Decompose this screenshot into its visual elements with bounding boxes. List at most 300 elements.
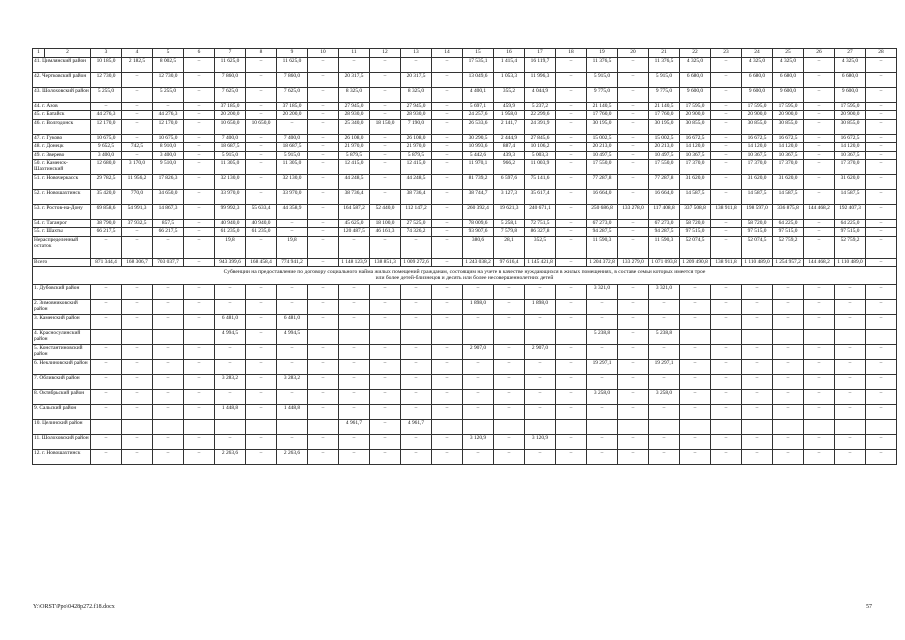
value-cell: – xyxy=(866,119,897,134)
table-row xyxy=(33,103,897,111)
table-row xyxy=(33,88,897,103)
value-cell: 966,2 xyxy=(494,159,525,174)
value-cell: – xyxy=(184,88,215,103)
value-cell: 7 400,0 xyxy=(215,134,246,142)
value-cell xyxy=(122,419,153,434)
value-cell xyxy=(494,419,525,434)
value-cell: 4 994,5 xyxy=(277,329,308,344)
value-cell: – xyxy=(835,359,866,374)
value-cell: – xyxy=(122,299,153,314)
value-cell: 17 760,0 xyxy=(587,111,618,119)
table-row xyxy=(33,143,897,151)
value-cell: 2 907,0 xyxy=(525,344,556,359)
value-cell: – xyxy=(91,299,122,314)
value-cell: 168 306,7 xyxy=(122,258,153,266)
row-label xyxy=(33,434,91,449)
value-cell: – xyxy=(215,344,246,359)
value-cell: – xyxy=(308,151,339,159)
municipality-name: г. Волгодонск xyxy=(42,119,74,126)
value-cell: – xyxy=(866,174,897,189)
value-cell: – xyxy=(556,404,587,419)
value-cell: – xyxy=(308,119,339,134)
value-cell: – xyxy=(804,189,835,204)
value-cell: 69 858,6 xyxy=(91,204,122,219)
value-cell: – xyxy=(618,344,649,359)
value-cell: 380,6 xyxy=(463,236,494,258)
value-cell: 12 170,0 xyxy=(153,119,184,134)
municipality-name: г. Новошахтинск xyxy=(42,189,81,196)
value-cell: – xyxy=(618,299,649,314)
value-cell: – xyxy=(773,449,804,464)
value-cell xyxy=(463,419,494,434)
value-cell: 355,2 xyxy=(494,88,525,103)
value-cell: – xyxy=(339,58,370,73)
value-cell: – xyxy=(184,111,215,119)
value-cell: – xyxy=(711,314,742,329)
row-label xyxy=(33,404,91,419)
value-cell: – xyxy=(556,219,587,227)
value-cell: 4 994,5 xyxy=(215,329,246,344)
value-cell: – xyxy=(339,449,370,464)
value-cell: 14 120,0 xyxy=(773,143,804,151)
value-cell: – xyxy=(711,434,742,449)
value-cell: 4 325,0 xyxy=(835,58,866,73)
value-cell: 198 597,0 xyxy=(742,204,773,219)
value-cell: – xyxy=(866,189,897,204)
value-cell: – xyxy=(556,228,587,236)
value-cell: – xyxy=(463,284,494,299)
row-number: 41. xyxy=(34,58,41,64)
value-cell: – xyxy=(494,314,525,329)
value-cell: – xyxy=(401,449,432,464)
row-label xyxy=(33,58,91,73)
row-label xyxy=(33,374,91,389)
value-cell: 5 915,0 xyxy=(649,73,680,88)
value-cell: 35 617,4 xyxy=(525,189,556,204)
value-cell: – xyxy=(804,103,835,111)
value-cell: – xyxy=(494,449,525,464)
row-number: 5. xyxy=(34,344,39,351)
value-cell: 8 910,0 xyxy=(153,143,184,151)
value-cell: 770,0 xyxy=(122,189,153,204)
value-cell: – xyxy=(804,73,835,88)
value-cell: – xyxy=(680,434,711,449)
municipality-name: Каменский район xyxy=(39,314,80,321)
value-cell: – xyxy=(556,204,587,219)
value-cell: – xyxy=(184,284,215,299)
value-cell: 4 044,9 xyxy=(525,88,556,103)
value-cell: 2 263,6 xyxy=(277,449,308,464)
value-cell: 33 970,0 xyxy=(215,189,246,204)
row-number: 43. xyxy=(34,88,41,94)
value-cell: 20 317,5 xyxy=(401,73,432,88)
value-cell: 77 287,8 xyxy=(587,174,618,189)
value-cell: – xyxy=(184,143,215,151)
value-cell: 24 257,6 xyxy=(463,111,494,119)
value-cell: 20 900,0 xyxy=(742,111,773,119)
value-cell: 9 652,5 xyxy=(91,143,122,151)
value-cell: 20 200,0 xyxy=(277,111,308,119)
value-cell: 35 420,0 xyxy=(91,189,122,204)
value-cell: – xyxy=(308,111,339,119)
row-label xyxy=(33,314,91,329)
row-number: 45. xyxy=(34,111,41,118)
value-cell: – xyxy=(339,374,370,389)
value-cell: – xyxy=(618,314,649,329)
value-cell: 31 620,0 xyxy=(680,174,711,189)
value-cell: 81 739,2 xyxy=(463,174,494,189)
value-cell: 7 400,0 xyxy=(277,134,308,142)
value-cell: 112 147,2 xyxy=(401,204,432,219)
municipality-name: г. Ростов-на-Дону xyxy=(42,204,83,211)
value-cell: – xyxy=(277,119,308,134)
value-cell: – xyxy=(401,359,432,374)
value-cell: – xyxy=(556,174,587,189)
value-cell: 5 258,1 xyxy=(494,219,525,227)
value-cell: 17 370,0 xyxy=(773,159,804,174)
value-cell: 1 209 490,8 xyxy=(680,258,711,266)
value-cell: 11 996,3 xyxy=(525,73,556,88)
value-cell: – xyxy=(153,374,184,389)
value-cell: – xyxy=(246,299,277,314)
column-number: 19 xyxy=(587,49,618,58)
value-cell: – xyxy=(277,299,308,314)
value-cell: – xyxy=(401,314,432,329)
value-cell: – xyxy=(401,344,432,359)
value-cell: – xyxy=(680,359,711,374)
value-cell: – xyxy=(866,73,897,88)
value-cell: 16 672,5 xyxy=(680,134,711,142)
value-cell: 7 190,0 xyxy=(401,119,432,134)
value-cell: 1 110 489,0 xyxy=(742,258,773,266)
value-cell: 16 664,0 xyxy=(649,189,680,204)
value-cell: – xyxy=(401,299,432,314)
value-cell: 31 620,0 xyxy=(742,174,773,189)
value-cell: – xyxy=(370,404,401,419)
value-cell: – xyxy=(711,119,742,134)
value-cell: 10 650,0 xyxy=(215,119,246,134)
value-cell: – xyxy=(246,111,277,119)
value-cell: – xyxy=(432,449,463,464)
value-cell: 10 106,2 xyxy=(525,143,556,151)
value-cell: 27 845,6 xyxy=(525,134,556,142)
value-cell: – xyxy=(246,236,277,258)
row-number: 52. xyxy=(34,189,41,196)
value-cell: – xyxy=(618,88,649,103)
value-cell: – xyxy=(184,434,215,449)
value-cell: – xyxy=(494,434,525,449)
municipality-name: Зимовниковский район xyxy=(34,299,78,312)
value-cell: – xyxy=(122,73,153,88)
row-label xyxy=(33,389,91,404)
value-cell: 20 213,0 xyxy=(649,143,680,151)
value-cell: – xyxy=(184,134,215,142)
value-cell: – xyxy=(370,374,401,389)
value-cell: 66 217,5 xyxy=(153,228,184,236)
value-cell: – xyxy=(432,174,463,189)
value-cell: – xyxy=(91,344,122,359)
value-cell: – xyxy=(308,159,339,174)
value-cell: 21 970,0 xyxy=(401,143,432,151)
value-cell: – xyxy=(742,299,773,314)
value-cell: – xyxy=(711,449,742,464)
value-cell: – xyxy=(866,284,897,299)
value-cell: 30 855,0 xyxy=(680,119,711,134)
value-cell: – xyxy=(246,58,277,73)
value-cell: – xyxy=(463,449,494,464)
row-number: 10. xyxy=(34,419,41,426)
value-cell: 97 616,4 xyxy=(494,258,525,266)
row-number: 53. xyxy=(34,204,41,211)
value-cell: – xyxy=(742,434,773,449)
value-cell: – xyxy=(370,73,401,88)
page-number: 57 xyxy=(866,604,872,610)
value-cell: 14 120,0 xyxy=(835,143,866,151)
value-cell: 38 736,4 xyxy=(401,189,432,204)
value-cell: – xyxy=(122,134,153,142)
value-cell: – xyxy=(680,389,711,404)
value-cell: – xyxy=(184,344,215,359)
value-cell: 30 855,0 xyxy=(742,119,773,134)
value-cell: 18 100,0 xyxy=(370,219,401,227)
value-cell: 30 855,0 xyxy=(773,119,804,134)
value-cell: – xyxy=(370,434,401,449)
value-cell: – xyxy=(308,314,339,329)
value-cell: 11 376,5 xyxy=(649,58,680,73)
column-number: 26 xyxy=(804,49,835,58)
value-cell xyxy=(432,329,463,344)
value-cell: – xyxy=(463,374,494,389)
value-cell: – xyxy=(742,359,773,374)
value-cell: – xyxy=(773,374,804,389)
value-cell: 3 283,2 xyxy=(215,374,246,389)
value-cell: – xyxy=(432,151,463,159)
value-cell: – xyxy=(742,344,773,359)
value-cell: – xyxy=(91,236,122,258)
value-cell: – xyxy=(370,134,401,142)
value-cell: 38 790,0 xyxy=(91,219,122,227)
value-cell: 3 258,0 xyxy=(587,389,618,404)
municipality-name: Цимлянский район xyxy=(42,58,87,64)
value-cell: – xyxy=(91,434,122,449)
value-cell: – xyxy=(184,236,215,258)
value-cell: – xyxy=(432,258,463,266)
value-cell: 9 775,0 xyxy=(649,88,680,103)
column-number: 10 xyxy=(308,49,339,58)
value-cell: 6 680,0 xyxy=(680,73,711,88)
value-cell: 5 879,5 xyxy=(339,151,370,159)
value-cell: 17 595,0 xyxy=(680,103,711,111)
value-cell: 9 510,0 xyxy=(153,159,184,174)
row-label xyxy=(33,151,91,159)
value-cell: – xyxy=(525,449,556,464)
value-cell: 17 550,0 xyxy=(649,159,680,174)
value-cell: 11 376,5 xyxy=(587,58,618,73)
value-cell: 4 961,7 xyxy=(339,419,370,434)
value-cell: 11 590,3 xyxy=(587,236,618,258)
municipality-name: г. Таганрог xyxy=(42,219,68,226)
value-cell: – xyxy=(339,299,370,314)
value-cell: – xyxy=(246,404,277,419)
value-cell: – xyxy=(804,299,835,314)
value-cell: 14 867,3 xyxy=(153,204,184,219)
row-label xyxy=(33,119,91,134)
value-cell: 15 002,5 xyxy=(587,134,618,142)
value-cell: – xyxy=(773,359,804,374)
value-cell: – xyxy=(184,159,215,174)
value-cell: – xyxy=(556,374,587,389)
value-cell: – xyxy=(804,143,835,151)
municipality-name: г. Новошахтинск xyxy=(42,449,81,456)
value-cell: – xyxy=(525,389,556,404)
value-cell: – xyxy=(494,299,525,314)
value-cell: – xyxy=(246,359,277,374)
value-cell: 44 248,5 xyxy=(339,174,370,189)
value-cell: 1 448,8 xyxy=(215,404,246,419)
value-cell: 14 120,0 xyxy=(680,143,711,151)
value-cell: – xyxy=(556,258,587,266)
value-cell: – xyxy=(122,119,153,134)
value-cell: 46 161,3 xyxy=(370,228,401,236)
value-cell: 459,9 xyxy=(494,103,525,111)
value-cell: 11 305,0 xyxy=(215,159,246,174)
value-cell xyxy=(122,329,153,344)
value-cell: – xyxy=(525,284,556,299)
value-cell: 12 415,0 xyxy=(339,159,370,174)
value-cell: – xyxy=(246,344,277,359)
value-cell: 10 367,5 xyxy=(742,151,773,159)
value-cell: – xyxy=(835,314,866,329)
value-cell: – xyxy=(680,344,711,359)
value-cell: 30 855,0 xyxy=(835,119,866,134)
value-cell: – xyxy=(866,258,897,266)
value-cell xyxy=(525,329,556,344)
value-cell: – xyxy=(122,236,153,258)
value-cell: – xyxy=(122,359,153,374)
value-cell: – xyxy=(618,219,649,227)
value-cell: 26 108,0 xyxy=(401,134,432,142)
value-cell xyxy=(525,419,556,434)
value-cell: – xyxy=(308,228,339,236)
column-number: 9 xyxy=(277,49,308,58)
value-cell: 3 321,0 xyxy=(587,284,618,299)
value-cell: 61 235,0 xyxy=(246,228,277,236)
value-cell: 5 697,1 xyxy=(463,103,494,111)
value-cell: – xyxy=(773,434,804,449)
value-cell: – xyxy=(339,284,370,299)
value-cell: – xyxy=(649,299,680,314)
value-cell: 94 287,5 xyxy=(649,228,680,236)
value-cell: 38 736,4 xyxy=(339,189,370,204)
column-number: 5 xyxy=(153,49,184,58)
value-cell: – xyxy=(308,103,339,111)
value-cell: – xyxy=(773,299,804,314)
value-cell: – xyxy=(339,404,370,419)
value-cell: – xyxy=(556,73,587,88)
value-cell: – xyxy=(618,134,649,142)
value-cell: – xyxy=(184,73,215,88)
value-cell: 12 730,0 xyxy=(91,73,122,88)
value-cell: – xyxy=(432,111,463,119)
value-cell: – xyxy=(277,344,308,359)
table-row xyxy=(33,449,897,464)
row-label xyxy=(33,228,91,236)
row-number: 47. xyxy=(34,134,41,141)
value-cell: – xyxy=(122,88,153,103)
table-row xyxy=(33,228,897,236)
value-cell: – xyxy=(432,404,463,419)
value-cell xyxy=(866,329,897,344)
row-number: 11. xyxy=(34,434,41,441)
value-cell: – xyxy=(618,228,649,236)
subvention-table xyxy=(32,48,897,465)
value-cell: 17 595,0 xyxy=(835,103,866,111)
value-cell: – xyxy=(556,143,587,151)
row-number: 6. xyxy=(34,359,39,366)
section-title: Субвенции на предоставление по договору социального найма жилых помещений гражданам, состоящим на учете в качестве нуждающихся в жилых помещениях, в составе семьи которых имеется трое или более детей-близнецов и десять или более несовершеннолетних детей xyxy=(33,267,897,284)
value-cell: 11 003,9 xyxy=(525,159,556,174)
value-cell: 1 110 489,0 xyxy=(835,258,866,266)
row-number: 44. xyxy=(34,103,41,109)
value-cell: – xyxy=(556,284,587,299)
value-cell: – xyxy=(711,389,742,404)
municipality-name: г. Каменск-Шахтинский xyxy=(34,159,68,173)
row-label xyxy=(33,111,91,119)
value-cell: – xyxy=(308,88,339,103)
column-number: 25 xyxy=(773,49,804,58)
value-cell: – xyxy=(91,389,122,404)
value-cell: 17 595,0 xyxy=(773,103,804,111)
value-cell: – xyxy=(618,359,649,374)
column-number: 20 xyxy=(618,49,649,58)
row-number: 9. xyxy=(34,404,39,411)
value-cell: – xyxy=(804,284,835,299)
row-label xyxy=(33,174,91,189)
value-cell: – xyxy=(122,404,153,419)
value-cell: – xyxy=(308,236,339,258)
value-cell xyxy=(711,329,742,344)
value-cell xyxy=(308,329,339,344)
value-cell: 37 185,0 xyxy=(277,103,308,111)
value-cell: – xyxy=(773,344,804,359)
value-cell: 21 140,5 xyxy=(587,103,618,111)
value-cell: 192 407,3 xyxy=(835,204,866,219)
value-cell: – xyxy=(525,359,556,374)
value-cell xyxy=(494,329,525,344)
value-cell: – xyxy=(339,359,370,374)
value-cell: – xyxy=(463,359,494,374)
value-cell: 37 932,5 xyxy=(122,219,153,227)
value-cell: 11 625,0 xyxy=(215,58,246,73)
column-number: 2 xyxy=(45,49,91,58)
value-cell xyxy=(587,419,618,434)
value-cell xyxy=(277,419,308,434)
value-cell: 3 170,0 xyxy=(122,159,153,174)
value-cell: – xyxy=(401,404,432,419)
value-cell: – xyxy=(587,404,618,419)
value-cell: – xyxy=(184,258,215,266)
value-cell: – xyxy=(866,58,897,73)
value-cell: 38 744,7 xyxy=(463,189,494,204)
value-cell: 14 120,0 xyxy=(742,143,773,151)
value-cell: 2 182,5 xyxy=(122,58,153,73)
value-cell: 7 579,8 xyxy=(494,228,525,236)
total-row xyxy=(33,258,897,266)
value-cell: – xyxy=(370,159,401,174)
value-cell: – xyxy=(215,359,246,374)
value-cell: 10 993,6 xyxy=(463,143,494,151)
value-cell: – xyxy=(184,404,215,419)
